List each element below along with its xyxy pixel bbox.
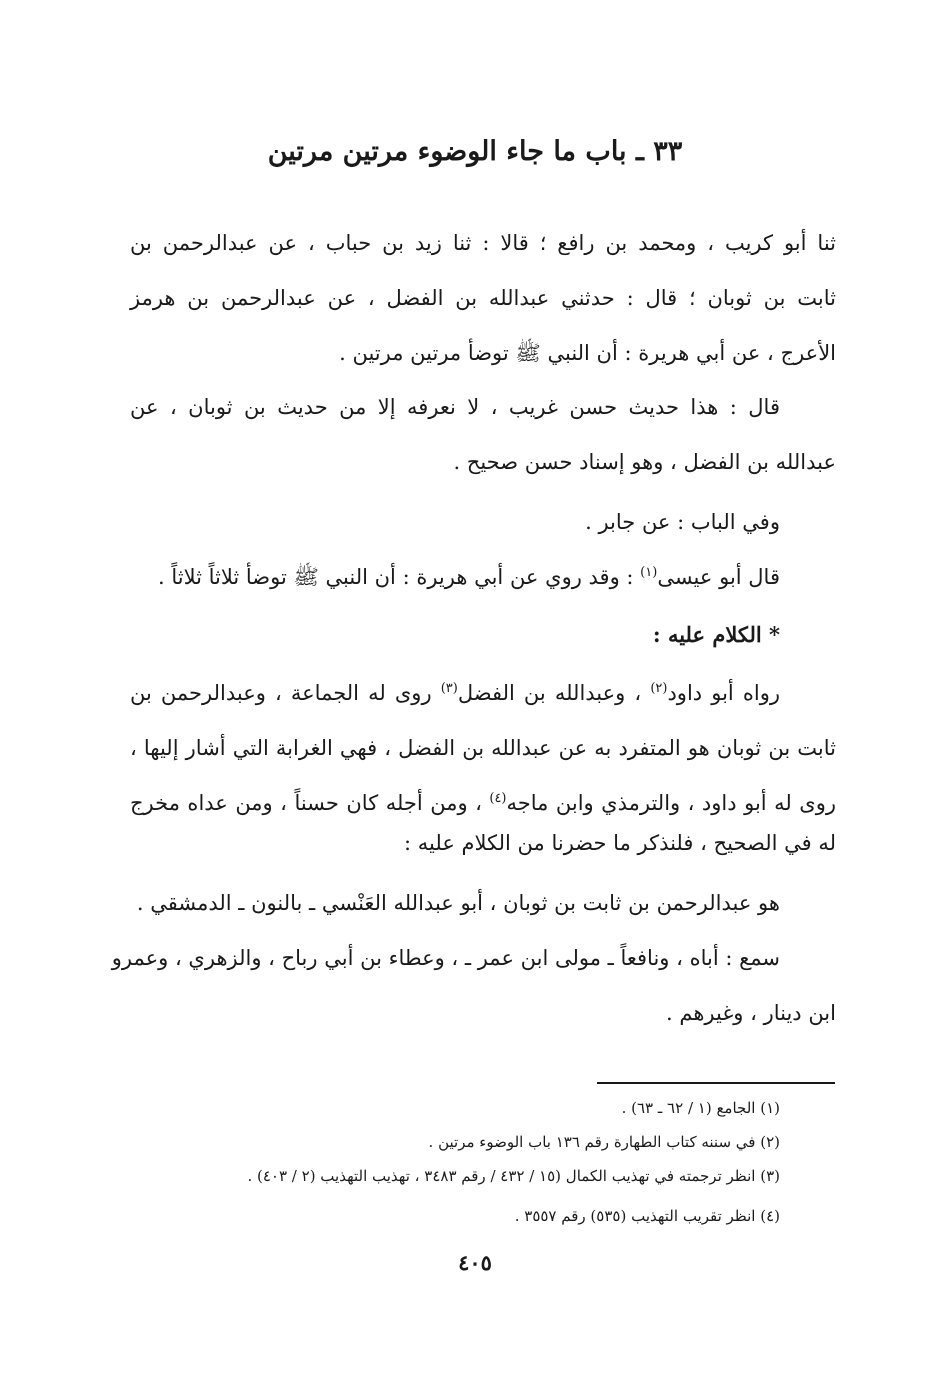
- kalam-heading: * الكلام عليه :: [652, 622, 780, 647]
- footnote-3: (٣) انظر ترجمته في تهذيب الكمال (١٥ / ٤٣٢ / رقم ٣٤٨٣ ، تهذيب التهذيب (٢ / ٤٠٣) .: [247, 1167, 780, 1185]
- chapter-title: ٣٣ ـ باب ما جاء الوضوء مرتين مرتين: [267, 136, 683, 167]
- hadith-line-1: ثنا أبو كريب ، ومحمد بن رافع ؛ قالا : ثنا زيد بن حباب ، عن عبدالرحمن بن: [130, 231, 836, 255]
- footnote-marker-1[interactable]: (١): [640, 565, 658, 580]
- para1-line-2: ثابت بن ثوبان هو المتفرد به عن عبدالله بن الفضل ، فهي الغرابة التي أشار إليها ،: [130, 736, 836, 760]
- footnote-separator: [597, 1082, 835, 1084]
- sami-line-1: سمع : أباه ، ونافعاً ـ مولى ابن عمر ـ ، وعطاء بن أبي رباح ، والزهري ، وعمرو: [111, 946, 780, 970]
- para1-line-3: [130, 788, 836, 818]
- hadith-line-3: الأعرج ، عن أبي هريرة : أن النبي ﷺ توضأ مرتين مرتين .: [339, 341, 836, 365]
- bab-line: وفي الباب : عن جابر .: [585, 510, 780, 534]
- hadith-line-2: ثابت بن ثوبان ؛ قال : حدثني عبدالله بن الفضل ، عن عبدالرحمن بن هرمز: [130, 286, 836, 310]
- footnote-marker-3[interactable]: (٣): [440, 681, 458, 696]
- abu-isa-before: قال أبو عيسى: [657, 565, 780, 589]
- footnote-marker-4[interactable]: (٤): [489, 791, 507, 806]
- para1-l1-a: رواه أبو داود: [667, 681, 780, 705]
- abu-isa-line: [158, 562, 780, 592]
- para1-line-1: [130, 678, 780, 708]
- para1-l3-b: ، ومن أجله كان حسناً ، ومن عداه مخرج: [130, 791, 490, 815]
- sami-line-2: ابن دينار ، وغيرهم .: [666, 1001, 836, 1025]
- footnote-2: (٢) في سننه كتاب الطهارة رقم ١٣٦ باب الوضوء مرتين .: [428, 1133, 780, 1151]
- footnote-1: (١) الجامع (١ / ٦٢ ـ ٦٣) .: [621, 1099, 780, 1117]
- footnote-marker-2[interactable]: (٢): [650, 681, 668, 696]
- para1-l1-b: ، وعبدالله بن الفضل: [457, 681, 651, 705]
- footnote-4: (٤) انظر تقريب التهذيب (٥٣٥) رقم ٣٥٥٧ .: [514, 1207, 780, 1225]
- abu-isa-after: : وقد روي عن أبي هريرة : أن النبي ﷺ توضأ ثلاثاً ثلاثاً .: [157, 565, 641, 589]
- bio-line: هو عبدالرحمن بن ثابت بن ثوبان ، أبو عبدالله العَنْسي ـ بالنون ـ الدمشقي .: [136, 891, 780, 915]
- page-number: ٤٠٥: [458, 1250, 492, 1275]
- comment-line-2: عبدالله بن الفضل ، وهو إسناد حسن صحيح .: [453, 450, 836, 474]
- comment-line-1: قال : هذا حديث حسن غريب ، لا نعرفه إلا من حديث بن ثوبان ، عن: [130, 395, 780, 419]
- para1-line-4: له في الصحيح ، فلنذكر ما حضرنا من الكلام عليه :: [404, 831, 836, 855]
- para1-l1-c: روى له الجماعة ، وعبدالرحمن بن: [130, 681, 441, 705]
- para1-l3-a: روى له أبو داود ، والترمذي وابن ماجه: [506, 791, 836, 815]
